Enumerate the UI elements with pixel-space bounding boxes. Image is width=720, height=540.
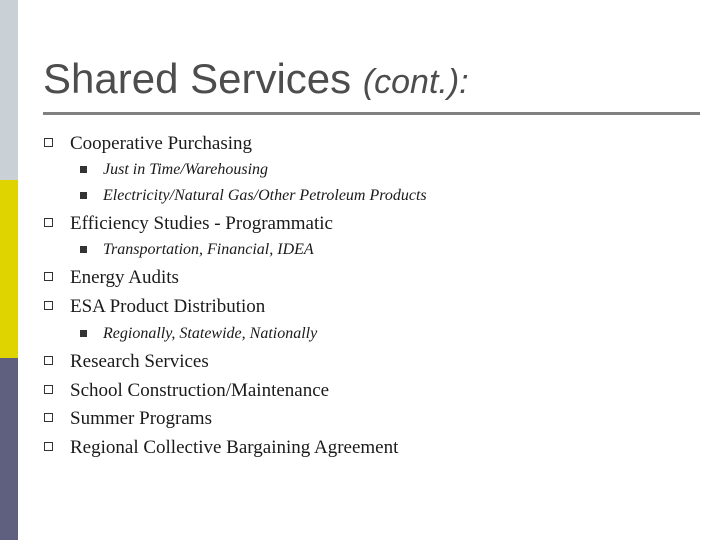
bullet-text: Efficiency Studies - Programmatic bbox=[70, 213, 333, 234]
bullet-text: Energy Audits bbox=[70, 267, 179, 288]
sidebar-accent-bottom bbox=[0, 358, 18, 540]
bullet-text: Summer Programs bbox=[70, 408, 212, 429]
sub-bullet-text: Regionally, Statewide, Nationally bbox=[103, 325, 318, 342]
title-divider bbox=[43, 112, 700, 115]
slide-title bbox=[43, 56, 469, 102]
filled-square-bullet-icon bbox=[80, 192, 87, 199]
hollow-square-bullet-icon bbox=[44, 301, 53, 310]
bullet-text: Research Services bbox=[70, 351, 209, 372]
bullet-text: School Construction/Maintenance bbox=[70, 380, 330, 401]
hollow-square-bullet-icon bbox=[44, 218, 53, 227]
hollow-square-bullet-icon bbox=[44, 385, 53, 394]
slide-title-main: Shared Services bbox=[43, 55, 352, 102]
hollow-square-bullet-icon bbox=[44, 356, 53, 365]
bullet-text: Cooperative Purchasing bbox=[70, 133, 253, 154]
sub-bullet-text: Just in Time/Warehousing bbox=[103, 161, 269, 178]
sidebar-accent-top bbox=[0, 0, 18, 180]
hollow-square-bullet-icon bbox=[44, 138, 53, 147]
filled-square-bullet-icon bbox=[80, 330, 87, 337]
sub-bullet-text: Electricity/Natural Gas/Other Petroleum Products bbox=[103, 187, 427, 204]
hollow-square-bullet-icon bbox=[44, 413, 53, 422]
sub-bullet-text: Transportation, Financial, IDEA bbox=[103, 241, 314, 258]
filled-square-bullet-icon bbox=[80, 166, 87, 173]
slide-title-sub: (cont.): bbox=[362, 63, 469, 101]
sidebar-accent-middle bbox=[0, 180, 18, 358]
bullet-text: ESA Product Distribution bbox=[70, 296, 266, 317]
bullet-text: Regional Collective Bargaining Agreement bbox=[70, 437, 399, 458]
hollow-square-bullet-icon bbox=[44, 272, 53, 281]
hollow-square-bullet-icon bbox=[44, 442, 53, 451]
filled-square-bullet-icon bbox=[80, 246, 87, 253]
